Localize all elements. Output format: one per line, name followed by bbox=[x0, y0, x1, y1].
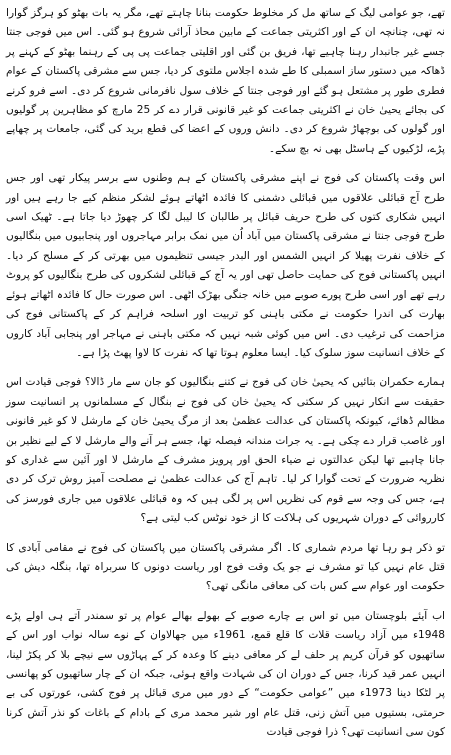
article-paragraph: تو ذکر ہو رہا تھا مردم شماری کا۔ اگر مشرقی پاکستان میں پاکستان کی فوج نے مقامی آبادی کا قتل عام نہیں کیا تو مشرف نے جو یک وقت فوج اور ریاست دونوں کا سربراہ تھا، بنگلہ دیش کی حکومت اور عوام سے کس بات کی معافی مانگی تھی؟ bbox=[6, 541, 445, 593]
article-paragraph: ہمارے حکمران بتائیں کہ یحییٰ خان کی فوج نے کتنے بنگالیوں کو جان سے مار ڈالا؟ فوجی قیادت اس حقیقت سے انکار نہیں کر سکتی کہ یحییٰ خان کی فوج نے بنگال کے مسلمانوں پر انسانیت سوز مظالم ڈھائے، کیونکہ پاکستان کی عدالت عظمیٰ بعد از مرگ یحییٰ خان کے مارشل لا کو غیر قانونی اور غاصب قرار دے چکی ہے۔ یہ جرات مندانہ فیصلہ تھا، جسے ہر آنے والے مارشل لا کے لیے نظیر بن جانا چاہیے تھا لیکن عدالتوں نے ضیاء الحق اور پرویز مشرف کے مارشل لا اور آئین سے غداری کو نظریہ ضرورت کے تحت گوارا کر لیا۔ تاہم آج کی عدالت عظمیٰ نے مصلحت آمیز روش ترک کر دی ہے، جس کی وجہ سے قوم کی نظریں اس پر لگی ہیں کہ وہ قبائلی علاقوں میں جاری فورسز کی کارروائی کے دوران شہریوں کی ہلاکت کا از خود نوٹس کب لیتی ہے؟ bbox=[6, 376, 445, 525]
article-paragraph: اس وقت پاکستان کی فوج نے اپنے مشرقی پاکستان کے ہم وطنوں سے برسر پیکار تھی اور جس طرح آج قبائلی علاقوں میں قبائلی دشمنی کا فائدہ اٹھاتے ہوئے لشکر منظم کیے جا رہے ہیں اور انہیں شکاری کتوں کی طرح حریف قبائل پر طالبان کا لیبل لگا کر چھوڑ دیا جاتا ہے۔ ٹھیک اسی طرح فوجی جنتا نے مشرقی پاکستان میں آباد اُن میں نمک برابر مہاجروں اور پنجابیوں میں بنگالیوں کے خلاف نفرت پھیلا کر انہیں الشمس اور البدر جیسی تنظیموں میں بھرتی کر کے مسلح کر دیا۔ انہیں پاکستانی فوج کی حمایت حاصل تھی اور یہ آج کے قبائلی لشکروں کی طرح بنگالیوں کو پروٹ رہے تھے اور اسی طرح پورے صوبے میں خانہ جنگی بھڑک اٹھی۔ اس صورت حال کا فائدہ اٹھاتے ہوئے بھارت کی اندرا حکومت نے مکتی باہنی کو تربیت اور اسلحہ فراہم کر کے پاکستانی فوج کی مزاحمت کی ترغیب دی۔ اس میں کوئی شبہ نہیں کہ مکتی باہنی نے مہاجر اور پنجابی آباد کاروں کے خلاف انسانیت سوز سلوک کیا۔ ایسا معلوم ہوتا تھا کہ نفرت کا لاوا پھٹ پڑا ہے۔ bbox=[6, 172, 445, 359]
article-paragraph: اب آیئے بلوچستان میں تو اس بے چارے صوبے کے بھولے بھالے عوام پر تو سمندر آتے ہی اولے پڑے 1948ء میں آزاد ریاست قلات کا قلع قمع، 1961ء میں جھالاوان کے نوے سالہ نواب اور اس کے ساتھیوں کو قرآن کریم پر حلف لے کر معافی دینے کا وعدہ کر کے پہاڑوں سے نیچے بلا کر پکڑ لینا، انہیں عمر قید کرنا، جس کے دوران ان کی شہادت واقع ہوئی، جبکہ ان کے چار ساتھیوں کو پھانسی پر لٹکا دینا 1973ء میں ”عوامی حکومت“ کے دور میں مری قبائل پر فوج کشی، عورتوں کی بے حرمتی، بستیوں میں آتش زنی، قتل عام اور شیر محمد مری کے بادام کے باغات کو نذر آتش کرنا کون سی انسانیت تھی؟ ذرا فوجی قیادت bbox=[6, 609, 446, 739]
article-paragraph: تھے، جو عوامی لیگ کے ساتھ مل کر مخلوط حکومت بنانا چاہتے تھے، مگر یہ بات بھٹو کو ہرگز گوارا نہ تھی، چنانچہ ان کے اور اکثریتی جماعت کے مابین محاذ آرائی شروع ہو گئی۔ اس میں فوجی جنتا جسے غیر جانبدار رہنا چاہیے تھا، فریق بن گئی اور اقلیتی جماعت پی پی کے رہنما بھٹو کے کہنے پر ڈھاکہ میں دستور ساز اسمبلی کا طے شدہ اجلاس ملتوی کر دیا، جس سے مشرقی پاکستان کے عوام فطری طور پر مشتعل ہو گئے اور فوجی جنتا کے خلاف سول نافرمانی شروع کر دی۔ اسے فرو کرنے کی بجائے یحییٰ خان نے اکثریتی جماعت کو غیر قانونی قرار دے کر 25 مارچ کو مظاہرین پر گولیوں اور گولوں کی بوچھاڑ شروع کر دی۔ دانش وروں کے اعضا کی قطع برید کی گئی، جامعات پر چھاپے پڑے، لڑکیوں کے ہاسٹل بھی نہ بچ سکے۔ bbox=[6, 7, 445, 155]
